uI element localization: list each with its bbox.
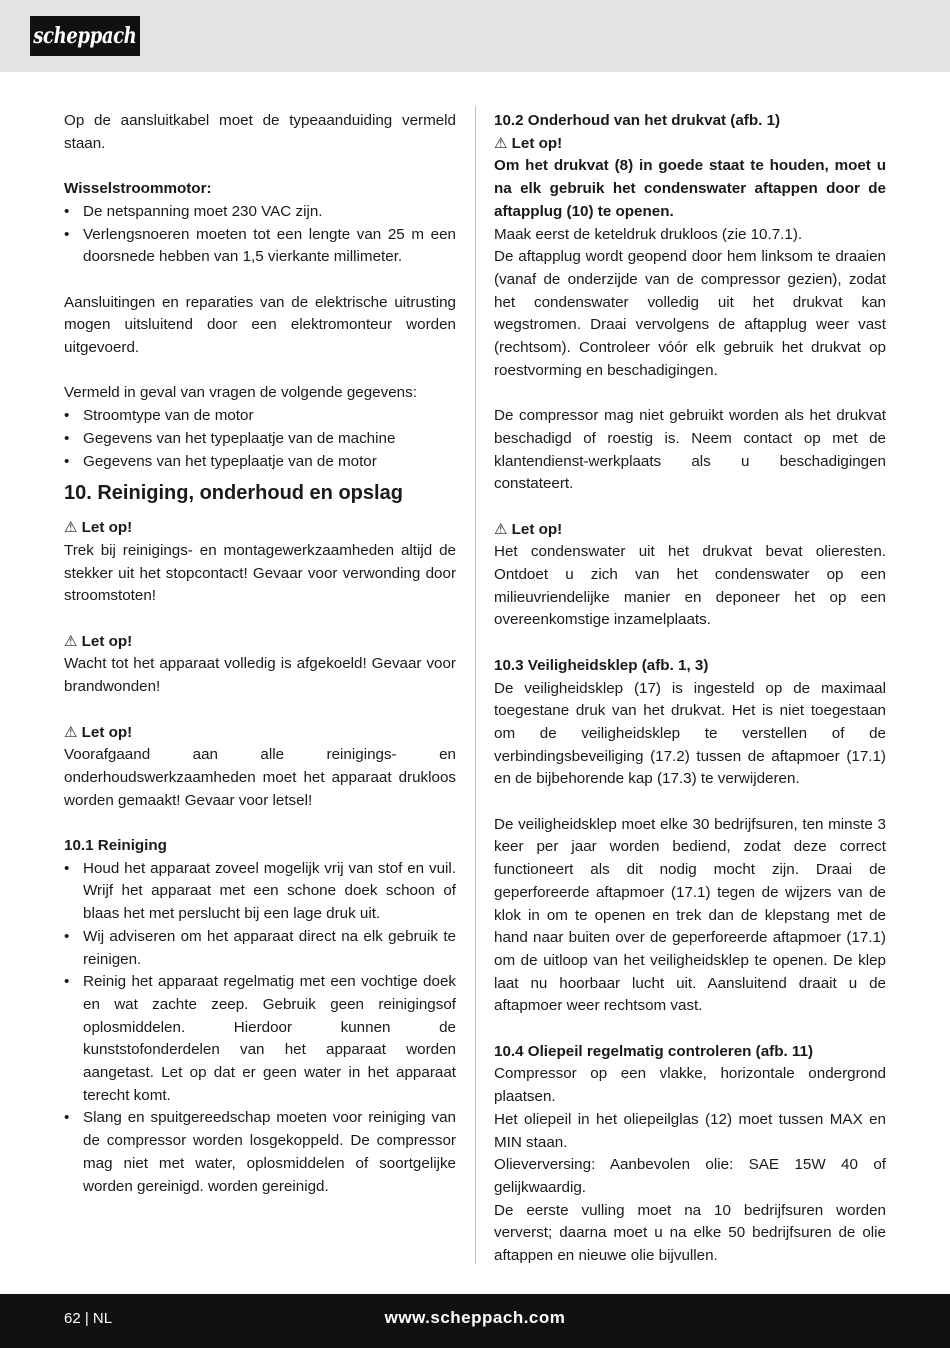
list-item: • Houd het apparaat zoveel mogelijk vrij van stof en vuil. Wrijf het apparaat met een schone doek schoon of blaas het met perslucht bij een lage druk uit. [64,859,456,923]
header-band [0,0,950,72]
paragraph: De veiligheidsklep (17) is ingesteld op de maximaal toegestane druk van het drukvat. Het is niet toegestaan om de veiligheidsklep te verstellen of de verbindingsbeveiliging (17.2) tussen de aftapmoer (17.1) en de bijbehorende kap (17.3) te verwijderen. [494,679,886,788]
paragraph: De aftapplug wordt geopend door hem linksom te draaien (vanaf de onderzijde van de compressor gezien), zodat het condenswater volledig uit het drukvat kan wegstromen. Draai vervolgens de aftapplug weer vast (rechtsom). Controleer vóór elk gebruik het drukvat op roestvorming en beschadigingen. [494,248,886,379]
list-item: • Wij adviseren om het apparaat direct na elk gebruik te reinigen. [64,927,456,968]
warning-bold-text: Om het drukvat (8) in goede staat te houden, moet u na elk gebruik het condenswater aftappen door de aftapplug (10) te openen. [494,157,886,220]
paragraph: Het oliepeil in het oliepeilglas (12) moet tussen MAX en MIN staan. [494,1110,886,1151]
website-link[interactable]: www.scheppach.com [384,1308,566,1327]
list-item: • Gegevens van het typeplaatje van de machine [64,429,396,447]
motor-list [64,201,456,269]
list-item: • Verlengsnoeren moeten tot een lengte van 25 m een doorsnede hebben van 1,5 vierkante millimeter. [64,225,456,266]
list-item: • Gegevens van het typeplaatje van de motor [64,452,377,470]
paragraph: Olieverversing: Aanbevolen olie: SAE 15W 40 of gelijkwaardig. [494,1156,886,1196]
subsection-heading: 10.3 Veiligheidsklep (afb. 1, 3) [494,656,709,674]
cable-paragraph: Op de aansluitkabel moet de typeaanduiding vermeld staan. [64,112,456,152]
info-intro: Vermeld in geval van vragen de volgende gegevens: [64,384,417,402]
subsection-heading: 10.2 Onderhoud van het drukvat (afb. 1) [494,112,781,129]
footer [0,1294,950,1348]
list-item: • Slang en spuitgereedschap moeten voor reiniging van de compressor worden losgekoppeld. De compressor mag niet met water, oplosmiddelen of soortgelijke worden gereinigd. worden gereinigd. [64,1109,456,1195]
warning-heading: ⚠ Let op! [494,133,886,156]
paragraph: Compressor op een vlakke, horizontale ondergrond plaatsen. [494,1065,886,1106]
paragraph: De compressor mag niet gebruikt worden als het drukvat beschadigd of roestig is. Neem contact op met de klantendienst-werkplaats als u beschadigingen constateert. [494,407,886,493]
warning-text: Trek bij reinigings- en montagewerkzaamheden altijd de stekker uit het stopcontact! Gevaar voor verwonding door stroomstoten! [64,541,456,605]
warning-text: Wacht tot het apparaat volledig is afgekoeld! Gevaar voor brandwonden! [64,655,456,696]
warning-icon: ⚠ [494,520,508,538]
warning-text: Het condenswater uit het drukvat bevat olieresten. Ontdoet u zich van het condenswater op een milieuvriendelijke manier en deponeer het op een overeenkomstige inzamelplaats. [494,543,886,629]
warning-heading: ⚠ Let op! [64,517,456,540]
page-number: 62 | NL [64,1310,113,1327]
paragraph: Maak eerst de keteldruk drukloos (zie 10.7.1). [494,225,803,243]
list-item: • Stroomtype van de motor [64,407,254,425]
scheppach-logo [30,16,140,56]
electrician-paragraph: Aansluitingen en reparaties van de elektrische uitrusting mogen uitsluitend door een elektromonteur worden uitgevoerd. [64,293,456,356]
left-column [64,110,456,1198]
right-column [494,110,886,1268]
list-item: • Reinig het apparaat regelmatig met een vochtige doek en wat zachte zeep. Gebruik geen reinigingsof oplosmiddelen. Hierdoor kunnen de kunststofonderdelen van het apparaat worden aangetast. Let op dat er geen water in het apparaat terecht komt. [64,973,456,1104]
section-title: 10. Reiniging, onderhoud en opslag [64,482,403,505]
column-divider [475,106,476,1264]
warning-icon: ⚠ [64,723,78,741]
warning-heading: ⚠ Let op! [494,519,886,542]
paragraph: De veiligheidsklep moet elke 30 bedrijfsuren, ten minste 3 keer per jaar worden bediend, zodat deze correct functioneert als dit nodig mocht zijn. Draai de geperforeerde aftapmoer (17.1) tegen de wijzers van de klok in om te openen en trek dan de klepstang met de hand naar buiten over de geperforeerde aftapmoer (17.1) om de uitloop van het veiligheidsklep te openen. De klep laat nu hoorbaar lucht uit. Aansluitend draait u de aftapmoer weer rechtsom vast. [494,815,886,1015]
cleaning-list [64,858,456,1199]
warning-icon: ⚠ [64,519,78,537]
warning-heading: ⚠ Let op! [64,722,456,745]
logo-text: scheppach [33,23,137,49]
warning-text: Voorafgaand aan alle reinigings- en onderhoudswerkzaamheden moet het apparaat drukloos worden gemaakt! Gevaar voor letsel! [64,746,456,809]
subsection-heading: 10.4 Oliepeil regelmatig controleren (afb. 11) [494,1042,814,1060]
list-item: • De netspanning moet 230 VAC zijn. [64,202,323,220]
warning-heading: ⚠ Let op! [64,631,456,654]
warning-icon: ⚠ [64,632,78,650]
info-list [64,405,456,473]
paragraph: De eerste vulling moet na 10 bedrijfsuren worden ververst; daarna moet u na elke 50 bedrijfsuren de olie aftappen en nieuwe olie bijvullen. [494,1201,886,1265]
subsection-heading: 10.1 Reiniging [64,837,167,854]
motor-heading: Wisselstroommotor: [64,180,212,198]
warning-icon: ⚠ [494,134,508,152]
